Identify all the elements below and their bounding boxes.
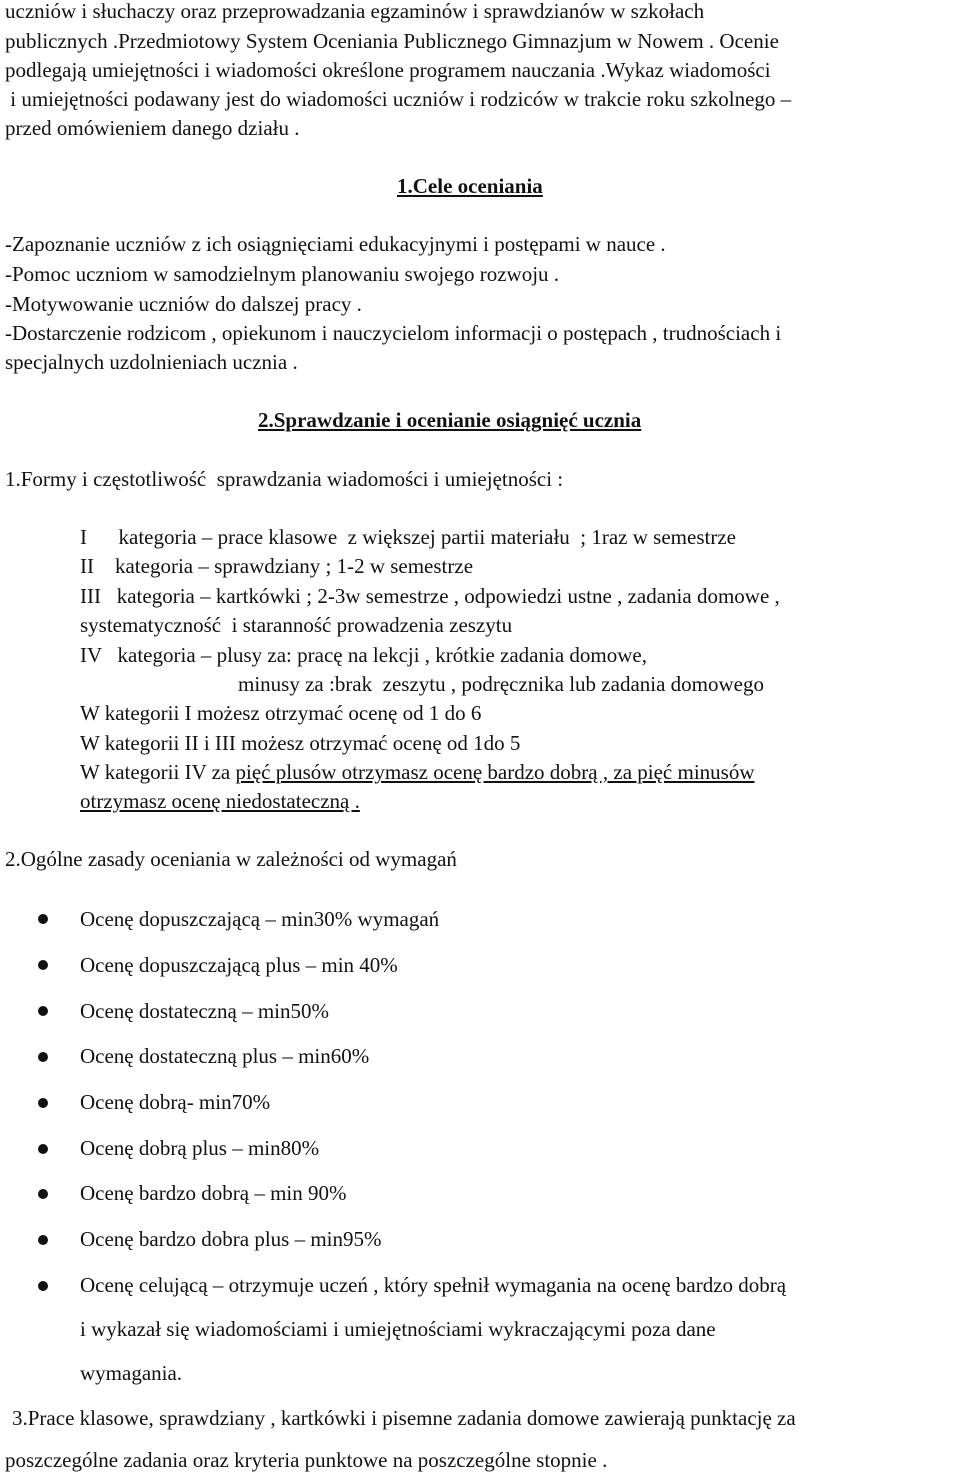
grade-item-8: Ocenę bardzo dobra plus – min95% [80, 1227, 382, 1251]
intro-line-4: i umiejętności podawany jest do wiadomości uczniów i rodziców w trakcie roku szkolnego – [5, 87, 792, 111]
bullet-icon [38, 1189, 48, 1199]
category-line-8: W kategorii II i III możesz otrzymać ocenę od 1do 5 [80, 731, 521, 755]
bullet-icon [38, 1235, 48, 1245]
general-rules-heading: 2.Ogólne zasady oceniania w zależności od wymagań [5, 847, 457, 871]
grade-item-5: Ocenę dobrą- min70% [80, 1090, 271, 1114]
intro-line-1: uczniów i słuchaczy oraz przeprowadzania egzaminów i sprawdzianów w szkołach [5, 0, 705, 23]
category-line-5: IV kategoria – plusy za: pracę na lekcji , krótkie zadania domowe, [80, 643, 647, 667]
scoring-line-1: 3.Prace klasowe, sprawdziany , kartkówki i pisemne zadania domowe zawierają punktację za [12, 1406, 796, 1430]
grade-item-4: Ocenę dostateczną plus – min60% [80, 1044, 370, 1068]
intro-line-2: publicznych .Przedmiotowy System Oceniania Publicznego Gimnazjum w Nowem . Ocenie [5, 29, 779, 53]
goal-line-4: -Dostarczenie rodzicom , opiekunom i nauczycielom informacji o postępach , trudnościach i [5, 321, 782, 345]
bullet-icon [38, 1098, 48, 1108]
intro-line-5: przed omówieniem danego działu . [5, 116, 300, 140]
section-heading-goals: 1.Cele oceniania [397, 174, 543, 198]
forms-subheading: 1.Formy i częstotliwość sprawdzania wiadomości i umiejętności : [5, 467, 564, 491]
grade-item-7: Ocenę bardzo dobrą – min 90% [80, 1181, 347, 1205]
category-line-4: systematyczność i staranność prowadzenia zeszytu [80, 613, 513, 637]
section-heading-assessment: 2.Sprawdzanie i ocenianie osiągnięć ucznia [258, 408, 642, 432]
category-line-7: W kategorii I możesz otrzymać ocenę od 1 do 6 [80, 701, 482, 725]
bullet-icon [38, 1144, 48, 1154]
goal-line-2: -Pomoc uczniom w samodzielnym planowaniu swojego rozwoju . [5, 262, 560, 286]
grade-item-2: Ocenę dopuszczającą plus – min 40% [80, 953, 398, 977]
bullet-icon [38, 1052, 48, 1062]
grade-item-3: Ocenę dostateczną – min50% [80, 999, 329, 1023]
category-line-2: II kategoria – sprawdziany ; 1-2 w semestrze [80, 554, 474, 578]
bullet-icon [38, 1006, 48, 1016]
category-line-9 [80, 759, 755, 785]
category-line-6: minusy za :brak zeszytu , podręcznika lub zadania domowego [238, 672, 764, 696]
bullet-icon [38, 1281, 48, 1291]
intro-line-3: podlegają umiejętności i wiadomości określone programem nauczania .Wykaz wiadomości [5, 58, 771, 82]
bullet-icon [38, 914, 48, 924]
category-line-10: otrzymasz ocenę niedostateczną . [80, 789, 360, 813]
category-iv-prefix: W kategorii IV za [80, 760, 236, 784]
category-line-3: III kategoria – kartkówki ; 2-3w semestrze , odpowiedzi ustne , zadania domowe , [80, 584, 780, 608]
grade-item-6: Ocenę dobrą plus – min80% [80, 1136, 320, 1160]
grade-item-1: Ocenę dopuszczającą – min30% wymagań [80, 907, 440, 931]
goal-line-5: specjalnych uzdolnieniach ucznia . [5, 350, 298, 374]
goal-line-3: -Motywowanie uczniów do dalszej pracy . [5, 292, 362, 316]
grade-item-9-cont-2: wymagania. [80, 1361, 183, 1385]
grade-item-9: Ocenę celującą – otrzymuje uczeń , który spełnił wymagania na ocenę bardzo dobrą [80, 1273, 787, 1297]
category-iv-underlined: pięć plusów otrzymasz ocenę bardzo dobrą , za pięć minusów [235, 760, 755, 784]
goal-line-1: -Zapoznanie uczniów z ich osiągnięciami edukacyjnymi i postępami w nauce . [5, 232, 666, 256]
category-line-1: I kategoria – prace klasowe z większej partii materiału ; 1raz w semestrze [80, 525, 736, 549]
scoring-line-2: poszczególne zadania oraz kryteria punktowe na poszczególne stopnie . [5, 1448, 608, 1472]
grade-item-9-cont-1: i wykazał się wiadomościami i umiejętnościami wykraczającymi poza dane [80, 1317, 716, 1341]
bullet-icon [38, 960, 48, 970]
